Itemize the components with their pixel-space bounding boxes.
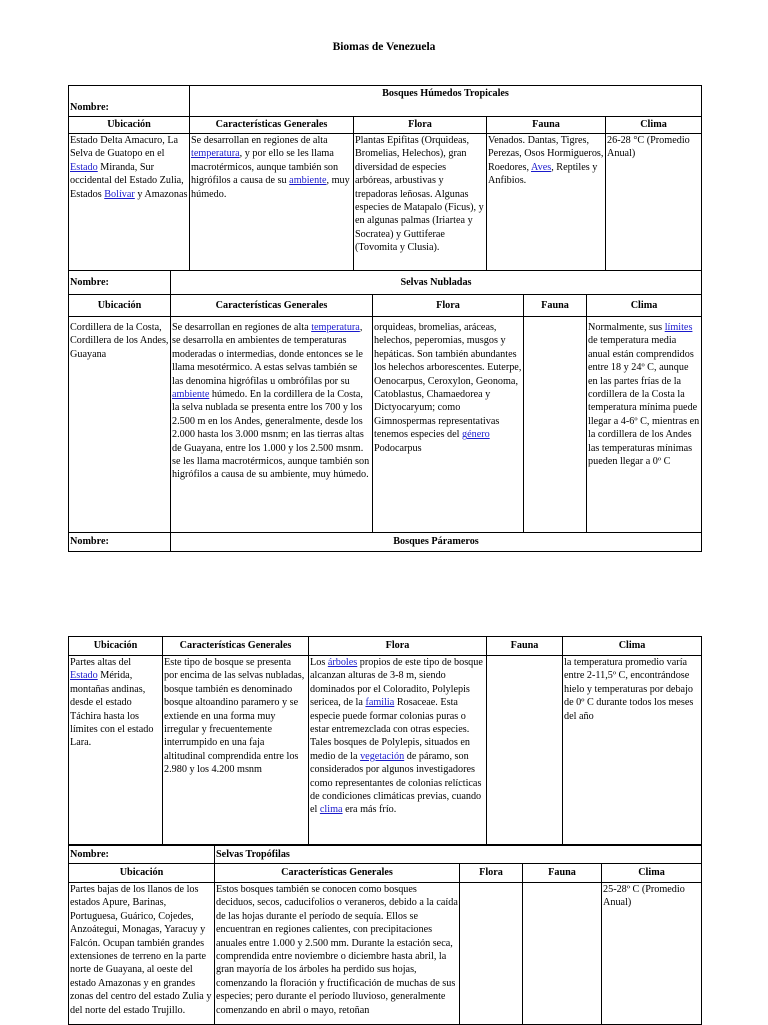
nombre-label: Nombre: (69, 86, 190, 117)
header-ubicacion: Ubicación (69, 864, 215, 883)
header-clima: Clima (602, 864, 702, 883)
link-temperatura[interactable]: temperatura (191, 148, 240, 160)
text: Venados. Dantas, Tigres, Perezas, Osos Hormigueros, Roedores, (488, 135, 604, 173)
cell-caracteristicas: Este tipo de bosque se presenta por encima de las selvas nubladas, bosque también es denominado bosque altoandino paramero y se extiende en una forma muy irregular y frecuentemente interrumpido en una faja altitudinal comprendida entre los 2.980 y los 4.200 msnm (163, 656, 309, 845)
header-caracteristicas: Características Generales (171, 295, 373, 317)
link-estado[interactable]: Estado (70, 670, 98, 682)
text: de temperatura media anual están comprendidos entre 18 y 24º C, aunque en las partes frías de la cordillera de la Costa la temperatura mínima puede llegar a 4-6º C, mientras en la cordillera de los Andes las temperaturas mínimas pueden llegar a 0º C (588, 335, 700, 468)
cell-fauna (487, 134, 606, 271)
link-aves[interactable]: Aves (531, 161, 552, 173)
cell-fauna (524, 317, 587, 533)
cell-caracteristicas (190, 134, 354, 271)
text: , Reptiles y Anfibios. (488, 161, 598, 187)
text: húmedo. En la cordillera de la Costa, la selva nublada se presenta entre los 700 y los 2.500 m en los Andes, generalmente, desde los 2.000 hasta los 3.000 msnm; en las tierras altas de Guayana, entre los 1.000 y los 2.500 msnm. se les llama macrotérmicos, aunque también son higrófilos a causa de su ambiente, muy húmedo. (172, 389, 370, 481)
biome-name: Selvas Nubladas (171, 271, 702, 295)
cell-clima: la temperatura promedio varía entre 2-11,5º C, encontrándose hielo y temperaturas por debajo de 0º C durante todos los meses del año (563, 656, 702, 845)
cell-ubicacion (69, 656, 163, 845)
cell-flora (309, 656, 487, 845)
header-ubicacion: Ubicación (69, 637, 163, 656)
cell-ubicacion: Cordillera de la Costa, Cordillera de los Andes, Guayana (69, 317, 171, 533)
text: Se desarrollan en regiones de alta (172, 322, 312, 333)
header-caracteristicas: Características Generales (163, 637, 309, 656)
text: Los (310, 657, 328, 668)
cell-clima: 25-28º C (Promedio Anual) (602, 883, 702, 1025)
biome-name: Selvas Tropófilas (215, 846, 702, 864)
biome-table-selvas-tropofilas (68, 845, 702, 1025)
header-fauna: Fauna (487, 117, 606, 134)
header-flora: Flora (309, 637, 487, 656)
link-temperatura[interactable]: temperatura (311, 322, 360, 333)
cell-ubicacion (69, 134, 190, 271)
cell-flora: Plantas Epifitas (Orquideas, Bromelias, Helechos), gran diversidad de especies arbóreas, arbustivas y trepadoras leñosas. Algunas especies de Matapalo (Ficus), y en algunas palmas (Iriartea y Socratea) y Guttiferae (Tovomita y Clusia). (354, 134, 487, 271)
link-arboles[interactable]: árboles (327, 657, 358, 668)
nombre-label: Nombre: (69, 846, 215, 864)
link-bolivar[interactable]: Bolívar (104, 188, 135, 200)
cell-caracteristicas (171, 317, 373, 533)
biome-table-selvas-nubladas (68, 270, 702, 552)
text: , y por ello se les llama macrotérmicos, aunque también son higrófilos a causa de su (191, 148, 339, 187)
text: de páramo, son considerados por algunos investigadores como representantes de colonias relícticas de condiciones climáticas previas, cuando el (310, 750, 482, 816)
text: Normalmente, sus (588, 322, 665, 333)
text: Estado Delta Amacuro, La Selva de Guatopo en el (70, 135, 179, 160)
text: orquideas, bromelias, aráceas, helechos, peperomias, musgos y hepáticas. Son también abundantes los helechos arborescentes. Euterpe, Oenocarpus, Ceroxylon, Geonoma, Catoblastus, Chamaedorea y Dictyocaryum; como Gimnospermas representativas tenemos especies del (374, 322, 522, 441)
header-flora: Flora (373, 295, 524, 317)
text: Mérida, montañas andinas, desde el estado Táchira hasta los límites con el estado Lara. (70, 670, 154, 749)
header-clima: Clima (606, 117, 702, 134)
link-familia[interactable]: familia (365, 697, 395, 709)
link-estado[interactable]: Estado (70, 161, 98, 173)
nombre-label: Nombre: (69, 533, 171, 552)
cell-clima: 26-28 °C (Promedio Anual) (606, 134, 702, 271)
header-flora: Flora (354, 117, 487, 134)
text: propios de este tipo de bosque alcanzan alturas de 3-8 m, siendo dominados por el Coloradito, Polylepis sericea, de la (310, 657, 483, 709)
link-genero[interactable]: género (461, 429, 490, 441)
text: Podocarpus (374, 442, 422, 454)
biome-name: Bosques Párameros (171, 533, 702, 552)
text: Miranda, Sur occidental del Estado Zulia, Estados (70, 161, 184, 200)
nombre-label: Nombre: (69, 271, 171, 295)
text: Rosaceae. Esta especie puede formar colonias puras o estar entremezclada con otras especies. Tales bosques de Polylepis, situados en medio de la (310, 697, 471, 762)
text: Partes altas del (70, 657, 132, 668)
text: era más frío. (342, 804, 397, 816)
page-title: Biomas de Venezuela (332, 41, 436, 53)
cell-flora (373, 317, 524, 533)
cell-caracteristicas: Estos bosques también se conocen como bosques deciduos, secos, caducifolios o veraneros, debido a la caída de las hojas durante el período de sequía. Ellos se encuentran en regiones calientes, con precipitaciones anuales entre 1.000 y 2.500 mm. Durante la estación seca, comprendida entre noviembre o diciembre hasta abril, la gran mayoría de los árboles ha perdido sus hojas, comenzando la floración y fructificación de muchas de sus especies; pero durante el período lluvioso, generalmente comenzando en abril o mayo, retoñan (215, 883, 460, 1025)
cell-fauna (487, 656, 563, 845)
link-clima[interactable]: clima (319, 804, 343, 816)
header-fauna: Fauna (487, 637, 563, 656)
text: , muy húmedo. (191, 175, 350, 200)
link-ambiente[interactable]: ambiente (289, 175, 327, 187)
text: , se desarrolla en ambientes de temperaturas moderadas o intermedias, donde entonces se le llama mesotérmico. A estas selvas también se las denomina higrófilas u ombrófilas por su (172, 322, 363, 387)
cell-clima (587, 317, 702, 533)
cell-fauna (523, 883, 602, 1025)
biome-table-bosques-parameros (68, 636, 702, 845)
text: y Amazonas (134, 188, 188, 200)
header-caracteristicas: Características Generales (190, 117, 354, 134)
header-fauna: Fauna (524, 295, 587, 317)
header-flora: Flora (460, 864, 523, 883)
text: Se desarrollan en regiones de alta (191, 135, 328, 146)
biome-table-bosques-humedos (68, 85, 702, 271)
header-clima: Clima (563, 637, 702, 656)
header-clima: Clima (587, 295, 702, 317)
header-caracteristicas: Características Generales (215, 864, 460, 883)
header-ubicacion: Ubicación (69, 117, 190, 134)
link-limites[interactable]: límites (664, 322, 693, 333)
cell-flora (460, 883, 523, 1025)
biome-name: Bosques Húmedos Tropicales (190, 86, 702, 117)
cell-ubicacion: Partes bajas de los llanos de los estados Apure, Barinas, Portuguesa, Guárico, Cojedes, Anzoátegui, Monagas, Yaracuy y Falcón. Ocupan también grandes extensiones de terreno en la parte norte de Guayana, al oeste del estado Amazonas y en grandes zonas del centro del estado Zulia y del norte del estado Trujillo. (69, 883, 215, 1025)
header-fauna: Fauna (523, 864, 602, 883)
link-vegetacion[interactable]: vegetación (360, 750, 405, 762)
link-ambiente[interactable]: ambiente (172, 389, 210, 401)
header-ubicacion: Ubicación (69, 295, 171, 317)
